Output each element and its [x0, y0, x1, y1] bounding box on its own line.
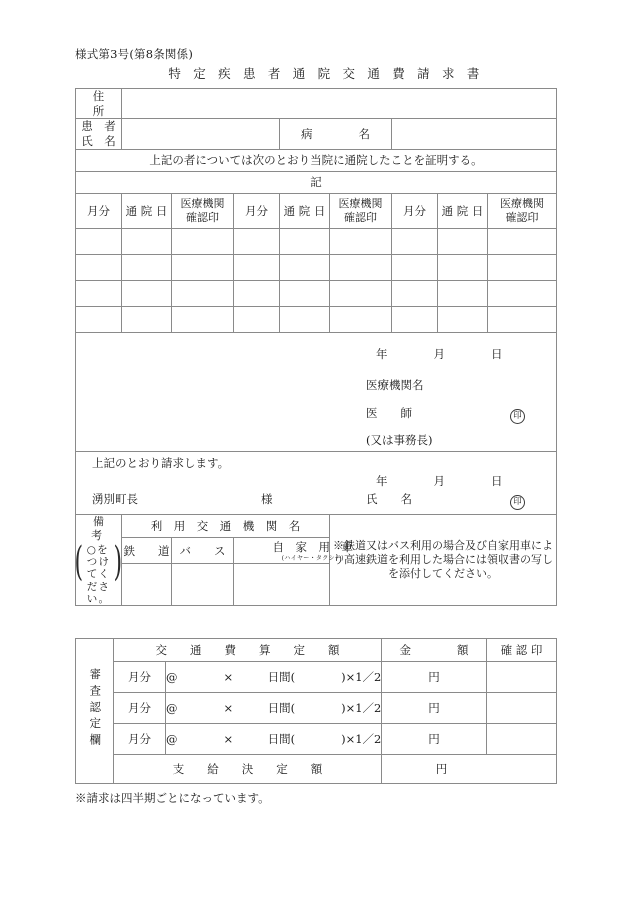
visit-seal-cell[interactable] — [330, 306, 392, 332]
ki-row — [76, 171, 557, 193]
doctor-signature-cell — [76, 332, 557, 451]
remarks-instruction-lines — [87, 544, 111, 605]
visit-day-cell[interactable] — [280, 280, 330, 306]
visit-day-cell[interactable] — [438, 228, 488, 254]
certification-statement-row — [76, 149, 557, 171]
audit-amount-cell[interactable]: 円 — [382, 693, 487, 724]
visit-day-cell[interactable] — [280, 254, 330, 280]
table-row — [76, 693, 557, 724]
visit-seal-cell[interactable] — [488, 306, 557, 332]
transport-option-bus: バ ス — [172, 538, 234, 564]
remarks-line-2: てくださ — [86, 568, 111, 593]
audit-total-amount[interactable]: 円 — [382, 755, 557, 784]
visit-seal-cell[interactable] — [488, 228, 557, 254]
form-number: 様式第3号(第8条関係) — [75, 47, 194, 61]
visit-month-cell[interactable] — [392, 254, 438, 280]
bracket-open: ( — [74, 539, 84, 586]
audit-vertical-label — [76, 639, 114, 784]
visit-table-header — [76, 193, 557, 228]
disease-label: 病 名 — [280, 119, 392, 149]
audit-total-label: 支 給 決 定 額 — [114, 755, 382, 784]
remarks-instruction — [74, 539, 123, 605]
visit-day-header-1: 通 院 日 — [122, 193, 172, 228]
visit-seal-cell[interactable] — [330, 280, 392, 306]
table-row — [76, 254, 557, 280]
audit-header-row — [76, 639, 557, 662]
visit-seal-cell[interactable] — [172, 228, 234, 254]
visit-seal-cell[interactable] — [172, 280, 234, 306]
addressee-honorific: 様 — [261, 491, 273, 506]
audit-amount-cell[interactable]: 円 — [382, 724, 487, 755]
visit-month-cell[interactable] — [76, 306, 122, 332]
transport-option-car-label: 自 家 用 車 — [272, 540, 353, 555]
transport-select-bus[interactable] — [172, 564, 234, 606]
audit-month-cell[interactable]: 月分 — [114, 693, 166, 724]
visit-day-header-2: 通 院 日 — [280, 193, 330, 228]
footnote: ※請求は四半期ごとになっています。 — [75, 791, 270, 805]
audit-table — [75, 638, 557, 784]
transport-select-car[interactable] — [234, 564, 392, 606]
visit-day-header-3: 通 院 日 — [438, 193, 488, 228]
claim-statement: 上記のとおり請求します。 — [92, 455, 230, 470]
claim-date-line[interactable]: 年 月 日 — [376, 473, 503, 488]
visit-day-cell[interactable] — [122, 280, 172, 306]
visit-month-header-3: 月分 — [392, 193, 438, 228]
patient-name-input[interactable] — [122, 119, 280, 149]
doctor-signature-row — [76, 332, 557, 451]
address-row — [76, 89, 557, 119]
alt-title-label: (又は事務長) — [366, 432, 433, 447]
address-input[interactable] — [122, 89, 557, 119]
visit-month-cell[interactable] — [234, 280, 280, 306]
visit-seal-header-line1: 医療機関 — [500, 196, 544, 210]
attachment-note: ※鉄道又はバス利用の場合及び自家用車により高速鉄道を利用した場合には領収書の写しを添付してください。 — [330, 514, 557, 605]
audit-month-cell[interactable]: 月分 — [114, 724, 166, 755]
audit-header-seal: 確 認 印 — [487, 639, 557, 662]
audit-month-cell[interactable]: 月分 — [114, 662, 166, 693]
visit-month-cell[interactable] — [76, 228, 122, 254]
visit-seal-header-3 — [488, 193, 557, 228]
audit-seal-cell[interactable] — [487, 662, 557, 693]
claim-area — [76, 452, 556, 514]
visit-seal-header-line2: 確認印 — [505, 210, 539, 224]
visit-month-cell[interactable] — [234, 254, 280, 280]
audit-total-row — [76, 755, 557, 784]
visit-month-cell[interactable] — [392, 306, 438, 332]
audit-header-amount: 金 額 — [382, 639, 487, 662]
visit-day-cell[interactable] — [438, 280, 488, 306]
audit-formula-cell[interactable]: @ × 日間( )×1／2 — [166, 724, 382, 755]
institution-name-label: 医療機関名 — [366, 377, 424, 392]
audit-header-calc: 交 通 費 算 定 額 — [114, 639, 382, 662]
visit-month-cell[interactable] — [234, 228, 280, 254]
ki-label: 記 — [76, 171, 557, 193]
visit-seal-header-2 — [330, 193, 392, 228]
doctor-seal-mark[interactable] — [510, 405, 525, 424]
visit-month-cell[interactable] — [392, 280, 438, 306]
visit-month-cell[interactable] — [392, 228, 438, 254]
remarks-line-1: ○をつけ — [86, 544, 111, 569]
visit-day-cell[interactable] — [438, 254, 488, 280]
seal-icon: 印 — [510, 409, 525, 424]
audit-formula-cell[interactable]: @ × 日間( )×1／2 — [166, 662, 382, 693]
bracket-close: ) — [113, 539, 123, 586]
visit-seal-cell[interactable] — [488, 280, 557, 306]
audit-amount-cell[interactable]: 円 — [382, 662, 487, 693]
patient-name-row — [76, 119, 557, 149]
patient-name-label: 患 者 氏 名 — [76, 119, 122, 149]
address-label: 住 所 — [76, 89, 122, 119]
doctor-name-label: 医 師 — [366, 405, 412, 420]
visit-day-cell[interactable] — [122, 306, 172, 332]
visit-seal-cell[interactable] — [330, 228, 392, 254]
addressee-label: 湧別町長 — [92, 491, 138, 506]
claimant-seal-mark[interactable] — [510, 491, 525, 510]
visit-day-cell[interactable] — [438, 306, 488, 332]
visit-day-cell[interactable] — [280, 228, 330, 254]
visit-month-header-1: 月分 — [76, 193, 122, 228]
visit-month-header-2: 月分 — [234, 193, 280, 228]
visit-day-cell[interactable] — [280, 306, 330, 332]
table-row — [76, 662, 557, 693]
transport-option-car-sub: (ハイヤー・タクシー) — [281, 554, 344, 562]
visit-seal-header-line1: 医療機関 — [180, 196, 225, 210]
visit-month-cell[interactable] — [76, 254, 122, 280]
page-title: 特 定 疾 患 者 通 院 交 通 費 請 求 書 — [168, 66, 484, 81]
remarks-line-3: い。 — [86, 592, 111, 605]
main-form-table — [75, 88, 557, 606]
table-row — [76, 228, 557, 254]
visit-day-cell[interactable] — [122, 228, 172, 254]
visit-seal-header-1 — [172, 193, 234, 228]
transport-option-rail: 鉄 道 — [122, 538, 172, 564]
disease-input[interactable] — [392, 119, 557, 149]
visit-seal-cell[interactable] — [488, 254, 557, 280]
certification-statement: 上記の者については次のとおり当院に通院したことを証明する。 — [76, 149, 557, 171]
visit-month-cell[interactable] — [234, 306, 280, 332]
transport-header: 利 用 交 通 機 関 名 — [122, 514, 330, 538]
remarks-label-cell — [76, 514, 122, 605]
audit-formula-cell[interactable]: @ × 日間( )×1／2 — [166, 693, 382, 724]
transport-select-rail[interactable] — [122, 564, 172, 606]
doctor-signature-area — [76, 333, 556, 451]
visit-seal-header-line2: 確認印 — [186, 210, 219, 224]
table-row — [76, 724, 557, 755]
visit-day-cell[interactable] — [122, 254, 172, 280]
audit-seal-cell[interactable] — [487, 693, 557, 724]
table-row — [76, 280, 557, 306]
visit-month-cell[interactable] — [76, 280, 122, 306]
claimant-name-label: 氏 名 — [366, 491, 412, 506]
visit-seal-cell[interactable] — [172, 254, 234, 280]
remarks-title: 備 考 — [91, 514, 123, 542]
table-row — [76, 306, 557, 332]
claim-row — [76, 451, 557, 514]
audit-seal-cell[interactable] — [487, 724, 557, 755]
claim-cell — [76, 451, 557, 514]
visit-seal-cell[interactable] — [330, 254, 392, 280]
visit-seal-header-line2: 確認印 — [344, 210, 377, 224]
doctor-date-line[interactable]: 年 月 日 — [376, 346, 503, 361]
visit-seal-cell[interactable] — [172, 306, 234, 332]
audit-vertical-text: 審査認定欄 — [88, 668, 103, 750]
transport-header-row — [76, 514, 557, 538]
seal-icon: 印 — [510, 495, 525, 510]
visit-seal-header-line1: 医療機関 — [338, 196, 383, 210]
